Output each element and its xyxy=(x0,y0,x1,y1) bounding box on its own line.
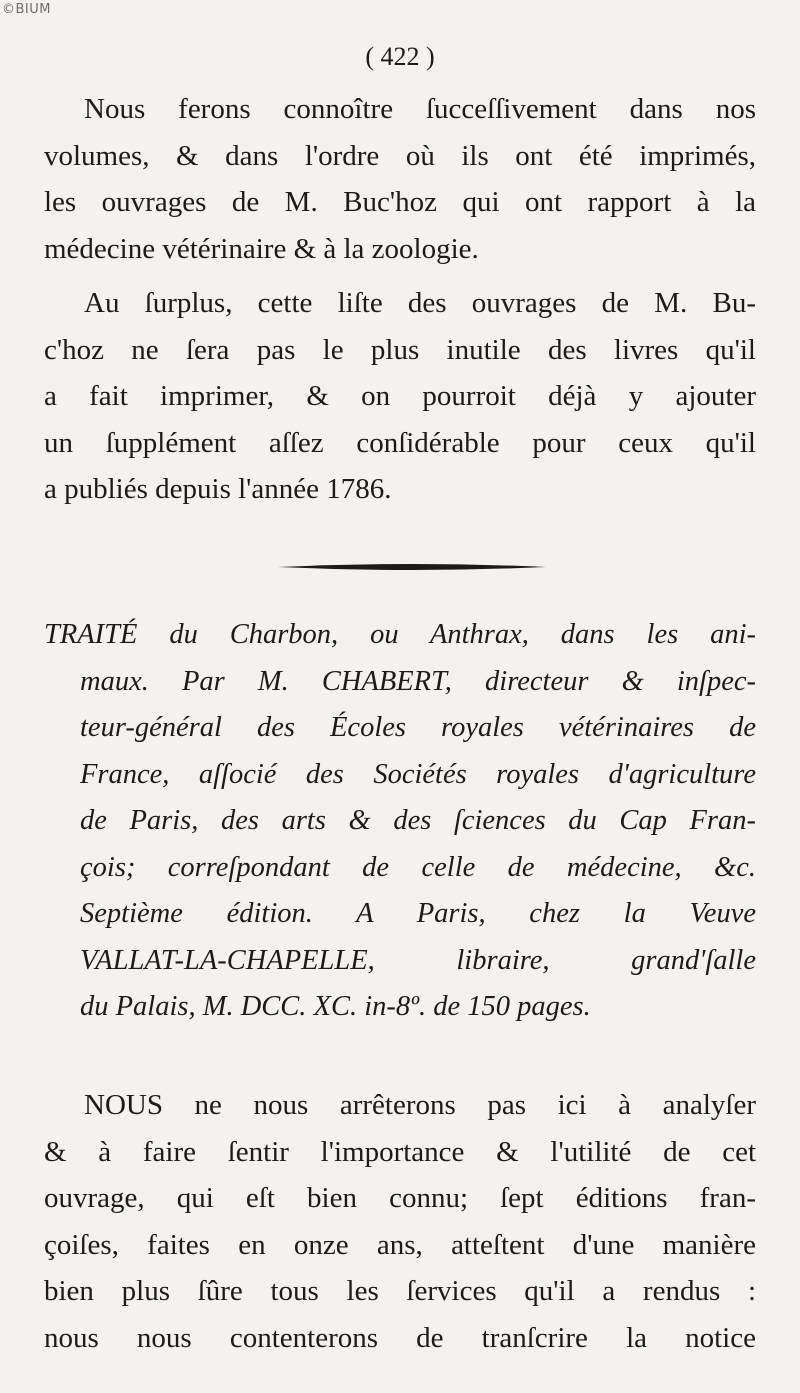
text-line: NOUS ne nous arrêterons pas ici à analyſer xyxy=(84,1089,756,1121)
citation-line: VALLAT-LA-CHAPELLE, libraire, grand'ſalle xyxy=(80,944,756,976)
text-line: ouvrage, qui eſt bien connu; ſept éditions fran- xyxy=(44,1182,756,1214)
citation-line: maux. Par M. CHABERT, directeur & inſpec- xyxy=(80,665,756,697)
text-line: les ouvrages de M. Buc'hoz qui ont rapport à la xyxy=(44,186,756,218)
paragraph-1 xyxy=(44,86,756,272)
text-line: volumes, & dans l'ordre où ils ont été imprimés, xyxy=(44,139,756,172)
text-line: Au ſurplus, cette liſte des ouvrages de M. Bu- xyxy=(84,287,756,319)
citation-line: du Palais, M. DCC. XC. in-8º. de 150 pages. xyxy=(80,991,591,1022)
text-line: nous nous contenterons de tranſcrire la notice xyxy=(44,1321,756,1354)
paragraph-3 xyxy=(44,1082,756,1361)
bibliographic-citation xyxy=(44,612,756,1031)
text-line: çoiſes, faites en onze ans, atteſtent d'une manière xyxy=(44,1228,756,1261)
citation-line: teur-général des Écoles royales vétérinaires de xyxy=(80,712,756,743)
citation-line: çois; correſpondant de celle de médecine, &c. xyxy=(80,851,756,883)
text-line: Nous ferons connoître ſucceſſivement dans nos xyxy=(84,93,756,125)
text-line: médecine vétérinaire & à la zoologie. xyxy=(44,232,479,265)
text-line: a fait imprimer, & on pourroit déjà y ajouter xyxy=(44,380,756,412)
citation-line: France, aſſocié des Sociétés royales d'agriculture xyxy=(80,758,756,790)
page-number: ( 422 ) xyxy=(365,42,435,71)
watermark: ©BIUM xyxy=(2,2,51,17)
text-line: c'hoz ne ſera pas le plus inutile des livres qu'il xyxy=(44,333,756,366)
citation-line: de Paris, des arts & des ſciences du Cap Fran- xyxy=(80,805,756,836)
citation-line: TRAITÉ du Charbon, ou Anthrax, dans les ani- xyxy=(44,619,756,650)
section-divider xyxy=(278,562,546,572)
paragraph-2 xyxy=(44,280,756,513)
text-line: un ſupplément aſſez conſidérable pour ceux qu'il xyxy=(44,426,756,459)
citation-line: Septième édition. A Paris, chez la Veuve xyxy=(80,898,756,929)
text-line: a publiés depuis l'année 1786. xyxy=(44,473,392,505)
text-line: & à faire ſentir l'importance & l'utilité de cet xyxy=(44,1135,756,1168)
text-line: bien plus ſûre tous les ſervices qu'il a rendus : xyxy=(44,1275,756,1307)
